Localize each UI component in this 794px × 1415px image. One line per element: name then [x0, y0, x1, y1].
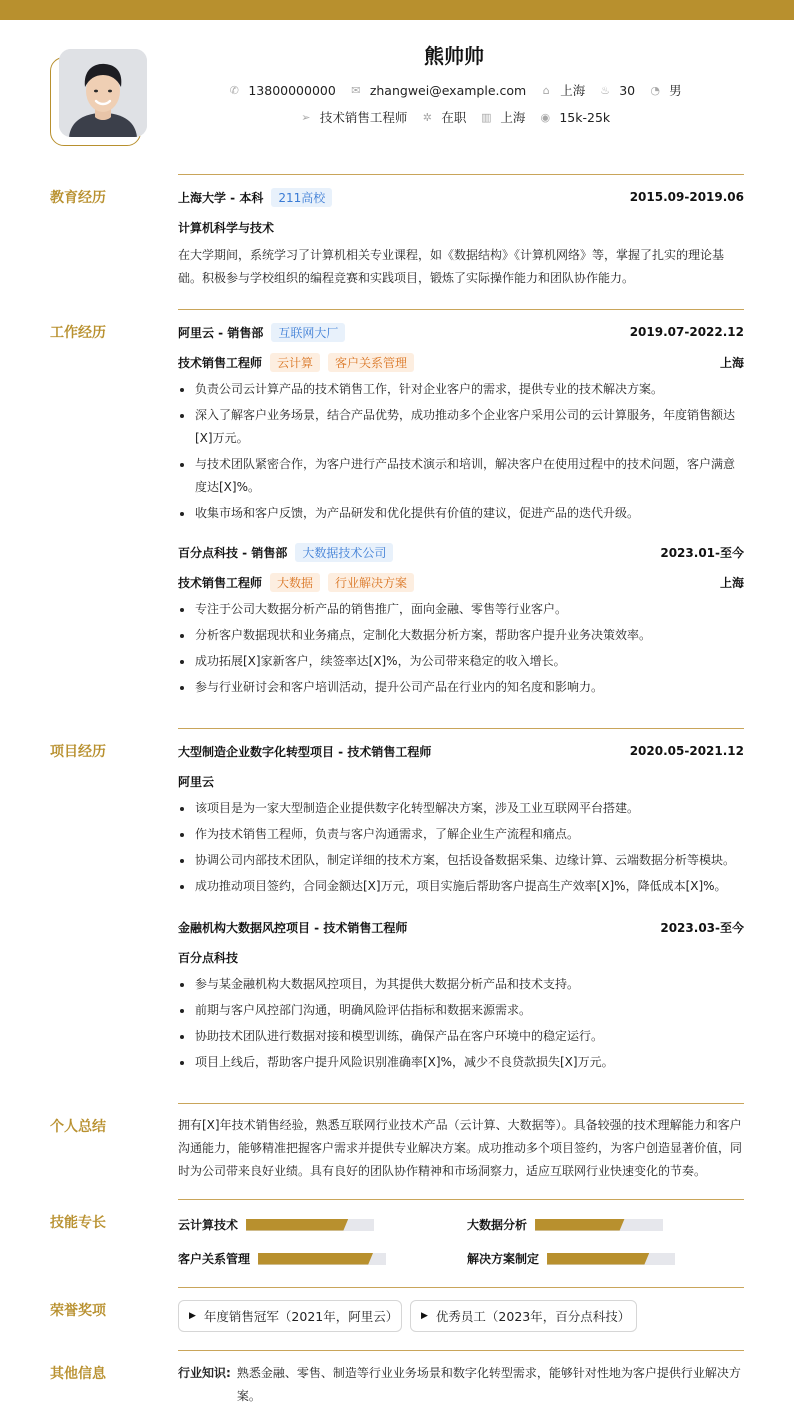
project-company: 百分点科技: [178, 950, 239, 965]
skill-item: [467, 1216, 663, 1233]
section-title: 个人总结: [50, 1119, 106, 1135]
skill-name: 客户关系管理: [178, 1252, 251, 1266]
school-name: 上海大学 - 本科: [178, 190, 264, 205]
play-icon: ▶: [189, 1311, 196, 1321]
top-accent-bar: [0, 0, 794, 20]
list-item: 前期与客户风控部门沟通，明确风险评估指标和数据来源需求。: [178, 999, 744, 1022]
project-period: 2020.05-2021.12: [629, 744, 744, 758]
project-bullets: [178, 973, 744, 1074]
skill-tag: 大数据: [270, 573, 320, 592]
section-divider: [178, 1199, 744, 1200]
building-icon: ▥: [481, 110, 492, 124]
position-item: [300, 108, 408, 126]
other-label: 行业知识:: [178, 1366, 231, 1380]
skill-item: [467, 1250, 675, 1267]
status-text: 在职: [441, 110, 467, 125]
project-company-row: [178, 771, 744, 791]
section-divider: [178, 1350, 744, 1351]
list-item: 项目上线后，帮助客户提升风险识别准确率[X]%，减少不良贷款损失[X]万元。: [178, 1051, 744, 1074]
skill-name: 解决方案制定: [467, 1252, 540, 1266]
work-period: 2019.07-2022.12: [629, 325, 744, 339]
list-item: 参与某金融机构大数据风控项目，为其提供大数据分析产品和技术支持。: [178, 973, 744, 996]
list-item: 专注于公司大数据分析产品的销售推广，面向金融、零售等行业客户。: [178, 598, 744, 621]
position-text: 技术销售工程师: [319, 110, 408, 125]
list-item: 收集市场和客户反馈，为产品研发和优化提供有价值的建议，促进产品的迭代升级。: [178, 502, 744, 525]
work-bullets: [178, 378, 744, 525]
age-text: 30: [619, 82, 636, 98]
skill-tag: 客户关系管理: [328, 353, 414, 372]
project-bullets: [178, 797, 744, 898]
work-entry: [178, 322, 744, 528]
list-item: 协助技术团队进行数据对接和模型训练，确保产品在客户环境中的稳定运行。: [178, 1025, 744, 1048]
role-name: 技术销售工程师: [178, 355, 263, 370]
role-name: 技术销售工程师: [178, 575, 263, 590]
location-item: [540, 81, 585, 99]
section-title: 工作经历: [50, 325, 106, 341]
award-item: [178, 1300, 402, 1332]
home-icon: ⌂: [542, 83, 550, 97]
section-divider: [178, 309, 744, 310]
work-period: 2023.01-至今: [660, 545, 744, 560]
skill-bar-fill: [246, 1219, 348, 1231]
section-title: 项目经历: [50, 744, 106, 760]
major-name: 计算机科学与技术: [178, 220, 275, 235]
skill-item: [178, 1216, 374, 1233]
job-intent-row: [160, 108, 750, 126]
skill-bar-fill: [258, 1253, 373, 1265]
phone-text: 13800000000: [248, 82, 336, 98]
other-info: [178, 1362, 744, 1408]
skill-bar-fill: [547, 1253, 649, 1265]
salary-item: [539, 110, 610, 125]
skill-bar: [258, 1253, 386, 1265]
work-entry: [178, 542, 744, 702]
section-divider: [178, 174, 744, 175]
gender-text: 男: [669, 83, 682, 98]
age-icon: ♨: [600, 83, 611, 97]
project-company-row: [178, 947, 744, 967]
status-item: [421, 108, 466, 126]
work-header: [178, 322, 744, 342]
skill-tag: 行业解决方案: [328, 573, 414, 592]
list-item: 作为技术销售工程师，负责与客户沟通需求，了解企业生产流程和痛点。: [178, 823, 744, 846]
award-item: [410, 1300, 637, 1332]
email-text: zhangwei@example.com: [369, 82, 527, 98]
age-item: [599, 83, 635, 98]
email-item: [350, 83, 526, 98]
skill-bar: [535, 1219, 663, 1231]
company-name: 阿里云 - 销售部: [178, 325, 264, 340]
work-city: 上海: [719, 355, 744, 370]
email-icon: ✉: [351, 83, 361, 97]
project-company: 阿里云: [178, 774, 215, 789]
project-title: 大型制造企业数字化转型项目 - 技术销售工程师: [178, 744, 432, 759]
company-tag: 互联网大厂: [271, 323, 345, 342]
skill-tag: 云计算: [270, 353, 320, 372]
section-title: 技能专长: [50, 1215, 106, 1231]
project-title: 金融机构大数据风控项目 - 技术销售工程师: [178, 920, 408, 935]
list-item: 成功推动项目签约，合同金额达[X]万元，项目实施后帮助客户提高生产效率[X]%，降低成本[X]%。: [178, 875, 744, 898]
project-header: [178, 917, 744, 937]
section-divider: [178, 728, 744, 729]
education-content: [178, 187, 744, 290]
project-entry: [178, 917, 744, 1077]
gender-icon: ◔: [650, 83, 660, 97]
gender-item: [649, 81, 682, 99]
work-city: 上海: [719, 575, 744, 590]
skill-name: 大数据分析: [467, 1218, 528, 1232]
location-text: 上海: [560, 83, 586, 98]
summary-text: 拥有[X]年技术销售经验，熟悉互联网行业技术产品（云计算、大数据等）。具备较强的技术理解能力和客户沟通能力，能够精准把握客户需求并提供专业解决方案。成功推动多个项目签约，为客户创造显著价值，同时为公司带来良好业绩。具有良好的团队协作精神和市场洞察力，适应互联网行业快速变化的节奏。: [178, 1118, 743, 1178]
list-item: 参与行业研讨会和客户培训活动，提升公司产品在行业内的知名度和影响力。: [178, 676, 744, 699]
award-text: 年度销售冠军（2021年，阿里云）: [203, 1309, 399, 1324]
salary-icon: ◉: [540, 110, 551, 124]
list-item: 该项目是为一家大型制造企业提供数字化转型解决方案，涉及工业互联网平台搭建。: [178, 797, 744, 820]
company-name: 百分点科技 - 销售部: [178, 545, 288, 560]
list-item: 深入了解客户业务场景，结合产品优势，成功推动多个企业客户采用公司的云计算服务，年度销售额达[X]万元。: [178, 404, 744, 450]
list-item: 分析客户数据现状和业务痛点，定制化大数据分析方案，帮助客户提升业务决策效率。: [178, 624, 744, 647]
project-header: [178, 741, 744, 761]
skill-bar: [547, 1253, 675, 1265]
work-header: [178, 542, 744, 562]
education-description: 在大学期间，系统学习了计算机相关专业课程，如《数据结构》《计算机网络》等，掌握了扎实的理论基础。积极参与学校组织的编程竞赛和实践项目，锻炼了实际操作能力和团队协作能力。: [178, 248, 725, 285]
candidate-name: 熊帅帅: [424, 44, 484, 68]
education-header: [178, 187, 744, 207]
section-title: 荣誉奖项: [50, 1303, 106, 1319]
target-city-item: [480, 108, 525, 126]
skill-name: 云计算技术: [178, 1218, 239, 1232]
play-icon: ▶: [421, 1311, 428, 1321]
contact-row: [160, 81, 750, 99]
skill-item: [178, 1250, 386, 1267]
company-tag: 大数据技术公司: [295, 543, 393, 562]
status-icon: ✲: [422, 110, 432, 124]
list-item: 负责公司云计算产品的技术销售工作，针对企业客户的需求，提供专业的技术解决方案。: [178, 378, 744, 401]
list-item: 与技术团队紧密合作，为客户进行产品技术演示和培训，解决客户在使用过程中的技术问题，客户满意度达[X]%。: [178, 453, 744, 499]
other-text: 熟悉金融、零售、制造等行业业务场景和数字化转型需求，能够针对性地为客户提供行业解决方案。: [236, 1366, 741, 1403]
list-item: 协调公司内部技术团队，制定详细的技术方案，包括设备数据采集、边缘计算、云端数据分析等模块。: [178, 849, 744, 872]
project-period: 2023.03-至今: [660, 920, 744, 935]
send-icon: ➢: [301, 110, 311, 124]
skill-bar-fill: [535, 1219, 625, 1231]
phone-icon: ✆: [229, 83, 239, 97]
project-entry: [178, 741, 744, 901]
section-divider: [178, 1103, 744, 1104]
section-title: 教育经历: [50, 190, 106, 206]
target-city-text: 上海: [500, 110, 526, 125]
education-period: 2015.09-2019.06: [629, 190, 744, 204]
section-divider: [178, 1287, 744, 1288]
skill-bar: [246, 1219, 374, 1231]
award-text: 优秀员工（2023年，百分点科技）: [435, 1309, 631, 1324]
role-row: [178, 352, 744, 372]
list-item: 成功拓展[X]家新客户，续签率达[X]%，为公司带来稳定的收入增长。: [178, 650, 744, 673]
role-row: [178, 572, 744, 592]
phone-item: [228, 83, 335, 98]
salary-text: 15k-25k: [559, 109, 611, 125]
school-tag: 211高校: [271, 188, 332, 207]
section-title: 其他信息: [50, 1366, 106, 1382]
work-bullets: [178, 598, 744, 699]
major-row: [178, 217, 744, 237]
